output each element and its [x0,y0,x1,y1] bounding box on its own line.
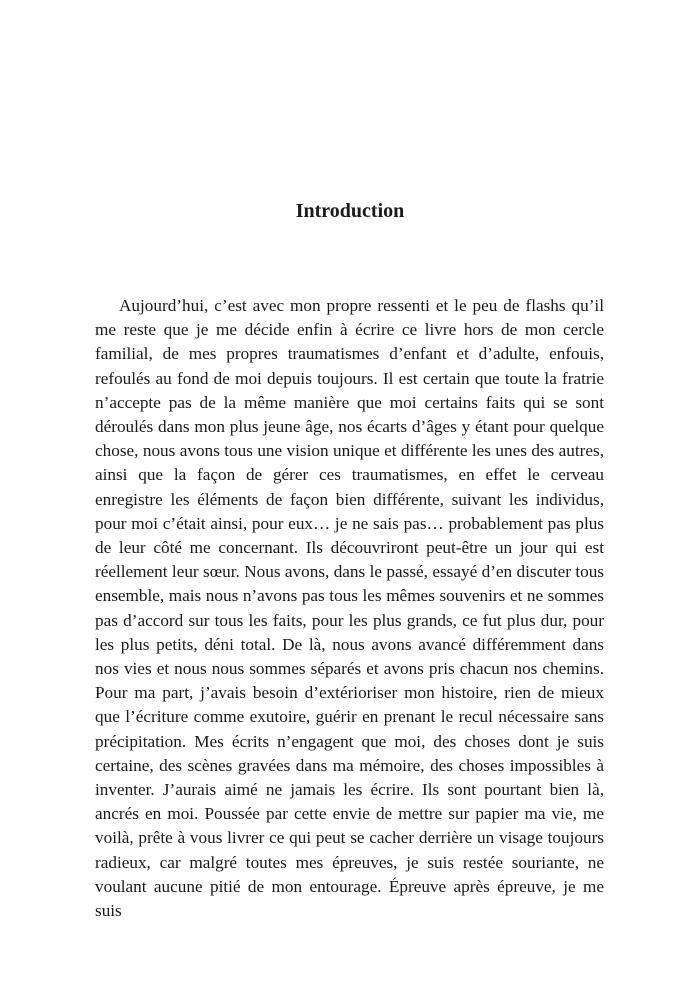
chapter-title: Introduction [295,200,405,222]
body-paragraph: Aujourd’hui, c’est avec mon propre ressenti et le peu de flashs qu’il me reste que je me décide enfin à écrire ce livre hors de mon cercle familial, de mes propres traumatismes d’enfant et d’adulte, enfouis, refoulés au fond de moi depuis toujours. Il est certain que toute la fratrie n’accepte pas de la même manière que moi certains faits qui se sont déroulés dans mon plus jeune âge, nos écarts d’âges y étant pour quelque chose, nous avons tous une vision unique et différente les unes des autres, ainsi que la façon de gérer ces traumatismes, en effet le cerveau enregistre les éléments de façon bien différente, suivant les individus, pour moi c’était ainsi, pour eux… je ne sais pas… probablement pas plus de leur côté me concernant. Ils découvriront peut-être un jour qui est réellement leur sœur. Nous avons, dans le passé, essayé d’en discuter tous ensemble, mais nous n’avons pas tous les mêmes souvenirs et ne sommes pas d’accord sur tous les faits, pour les plus grands, ce fut plus dur, pour les plus petits, déni total. De là, nous avons avancé différemment dans nos vies et nous nous sommes séparés et avons pris chacun nos chemins. Pour ma part, j’avais besoin d’extérioriser mon histoire, rien de mieux que l’écriture comme exutoire, guérir en prenant le recul nécessaire sans précipitation. Mes écrits n’engagent que moi, des choses dont je suis certaine, des scènes gravées dans ma mémoire, des choses impossibles à inventer. J’aurais aimé ne jamais les écrire. Ils sont pourtant bien là, ancrés en moi. Poussée par cette envie de mettre sur papier ma vie, me voilà, prête à vous livrer ce qui peut se cacher derrière un visage toujours radieux, car malgré toutes mes épreuves, je suis restée souriante, ne voulant aucune pitié de mon entourage. Épreuve après épreuve, je me suis [95,296,604,921]
